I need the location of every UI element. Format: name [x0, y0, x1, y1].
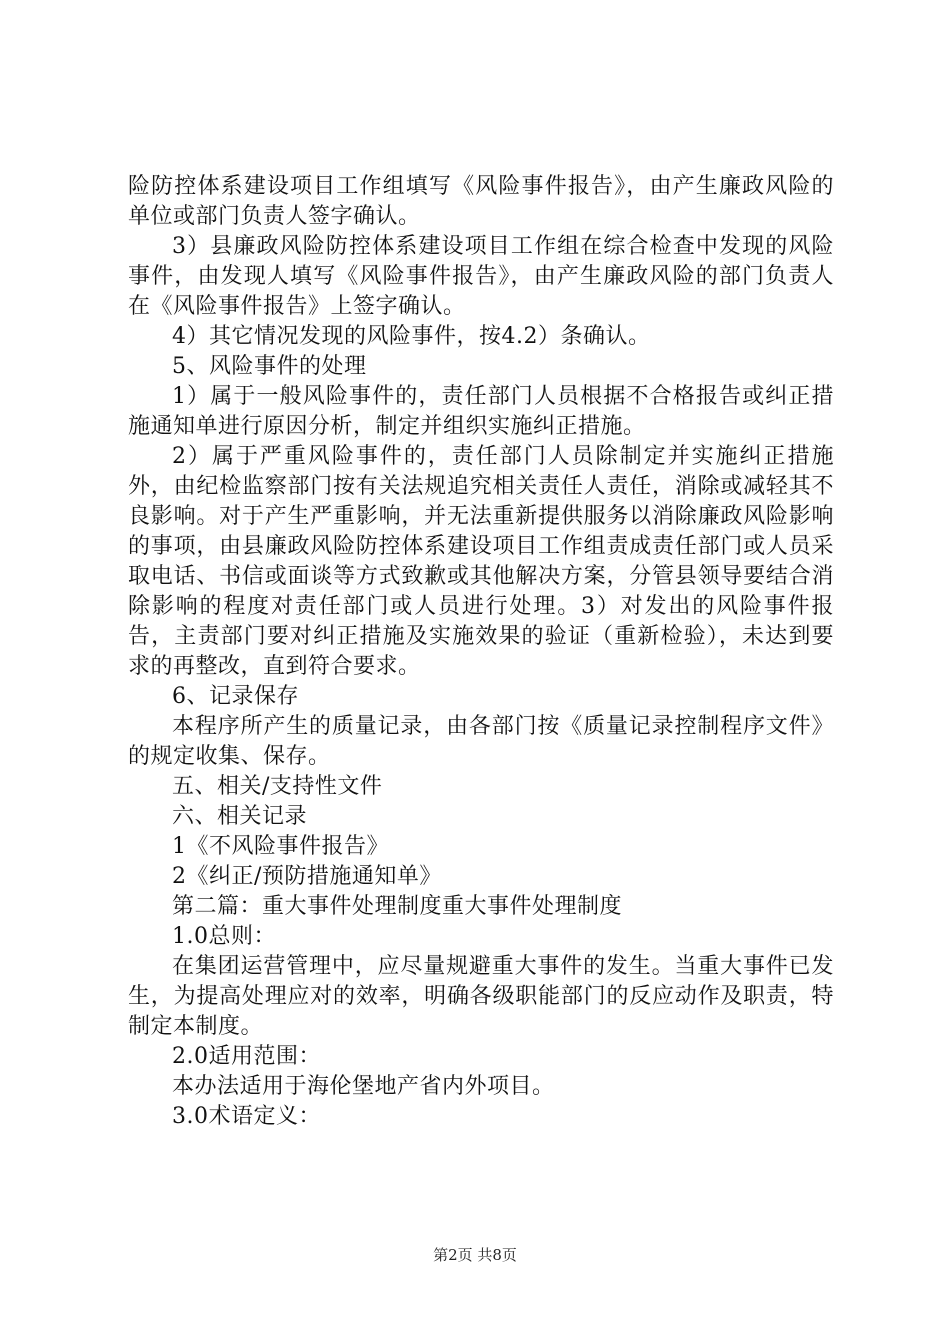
section-heading-six: 六、相关记录: [172, 804, 308, 829]
record-item-2: 2《纠正/预防措施通知单》: [172, 864, 442, 889]
paragraph-item-3: 3）县廉政风险防控体系建设项目工作组在综合检查中发现的风险事件，由发现人填写《风险事件报告》，由产生廉政风险的部门负责人在《风险事件报告》上签字确认。: [128, 234, 834, 319]
paragraph-general: 在集团运营管理中，应尽量规避重大事件的发生。当重大事件已发生，为提高处理应对的效率，明确各级职能部门的反应动作及职责，特制定本制度。: [128, 954, 834, 1039]
paragraph-serious-risk: 2）属于严重风险事件的，责任部门人员除制定并实施纠正措施外，由纪检监察部门按有关法规追究相关责任人责任，消除或减轻其不良影响。对于产生严重影响，并无法重新提供服务以消除廉政风险影响的事项，由县廉政风险防控体系建设项目工作组责成责任部门或人员采取电话、书信或面谈等方式致歉或其他解决方案，分管县领导要结合消除影响的程度对责任部门或人员进行处理。3）对发出的风险事件报告，主责部门要对纠正措施及实施效果的验证（重新检验），未达到要求的再整改，直到符合要求。: [128, 444, 834, 679]
section-heading-6: 6、记录保存: [172, 684, 299, 709]
paragraph-item-4: 4）其它情况发现的风险事件，按4.2）条确认。: [172, 324, 651, 349]
paragraph-records: 本程序所产生的质量记录，由各部门按《质量记录控制程序文件》的规定收集、保存。: [128, 714, 834, 769]
paragraph-general-risk: 1）属于一般风险事件的，责任部门人员根据不合格报告或纠正措施通知单进行原因分析，制定并组织实施纠正措施。: [128, 384, 834, 439]
record-item-1: 1《不风险事件报告》: [172, 834, 389, 859]
document-body: [128, 172, 834, 1132]
section-heading-1-0: 1.0总则：: [172, 924, 276, 949]
chapter-title: 第二篇：重大事件处理制度重大事件处理制度: [172, 894, 623, 919]
section-heading-3-0: 3.0术语定义：: [172, 1104, 321, 1129]
section-heading-2-0: 2.0适用范围：: [172, 1044, 321, 1069]
section-heading-5: 5、风险事件的处理: [172, 354, 367, 379]
paragraph-scope: 本办法适用于海伦堡地产省内外项目。: [172, 1074, 555, 1099]
section-heading-five: 五、相关/支持性文件: [172, 774, 383, 799]
page-number: 第2页 共8页: [433, 1246, 517, 1264]
paragraph-continuation: 险防控体系建设项目工作组填写《风险事件报告》，由产生廉政风险的单位或部门负责人签字确认。: [128, 174, 834, 229]
